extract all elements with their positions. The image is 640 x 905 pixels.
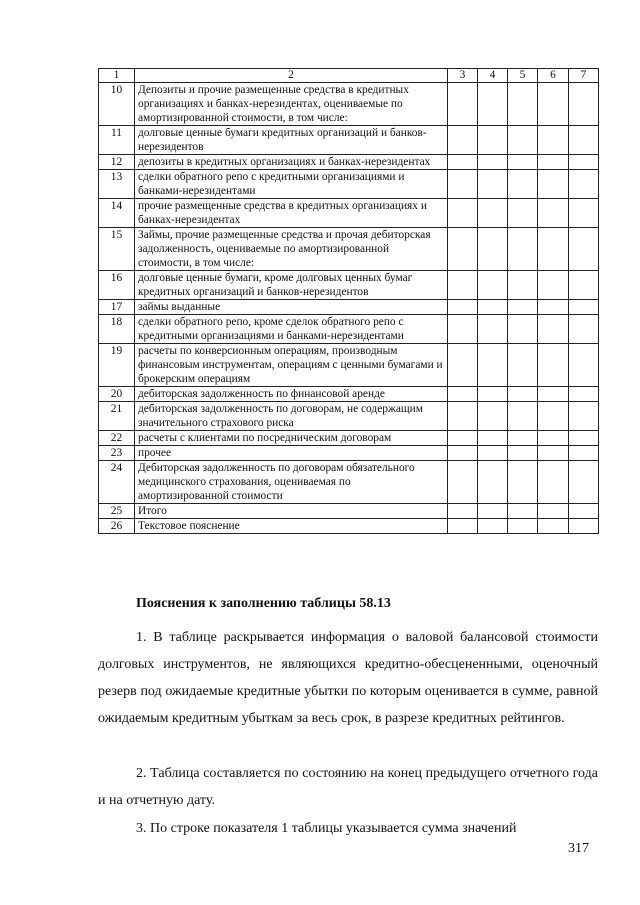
value-cell — [478, 519, 508, 534]
row-number: 12 — [99, 155, 135, 170]
value-cell — [569, 519, 599, 534]
value-cell — [538, 344, 569, 387]
value-cell — [478, 199, 508, 228]
row-number: 17 — [99, 300, 135, 315]
row-label: долговые ценные бумаги, кроме долговых ценных бумаг кредитных организаций и банков-нерезидентов — [135, 271, 448, 300]
value-cell — [508, 271, 538, 300]
value-cell — [448, 504, 478, 519]
column-header: 7 — [569, 69, 599, 83]
value-cell — [508, 431, 538, 446]
value-cell — [448, 315, 478, 344]
row-label: Дебиторская задолженность по договорам обязательного медицинского страхования, оцениваемая по амортизированной стоимости — [135, 461, 448, 504]
value-cell — [508, 228, 538, 271]
value-cell — [478, 315, 508, 344]
table-row — [99, 446, 599, 461]
value-cell — [478, 170, 508, 199]
row-label: сделки обратного репо с кредитными организациями и банками-нерезидентами — [135, 170, 448, 199]
value-cell — [569, 344, 599, 387]
table-row — [99, 519, 599, 534]
column-header: 1 — [99, 69, 135, 83]
row-label: долговые ценные бумаги кредитных организаций и банков-нерезидентов — [135, 126, 448, 155]
value-cell — [538, 402, 569, 431]
row-number: 11 — [99, 126, 135, 155]
column-header: 5 — [508, 69, 538, 83]
value-cell — [538, 504, 569, 519]
row-number: 15 — [99, 228, 135, 271]
value-cell — [538, 431, 569, 446]
value-cell — [508, 155, 538, 170]
row-number: 20 — [99, 387, 135, 402]
value-cell — [478, 83, 508, 126]
value-cell — [538, 199, 569, 228]
table-row — [99, 228, 599, 271]
value-cell — [538, 387, 569, 402]
value-cell — [569, 315, 599, 344]
column-header: 3 — [448, 69, 478, 83]
row-label: расчеты по конверсионным операциям, производным финансовым инструментам, операциям с ценными бумагами и брокерским операциям — [135, 344, 448, 387]
value-cell — [448, 300, 478, 315]
notes-paragraph-1 — [98, 624, 598, 732]
row-label: депозиты в кредитных организациях и банках-нерезидентах — [135, 155, 448, 170]
value-cell — [448, 344, 478, 387]
value-cell — [448, 170, 478, 199]
row-label: займы выданные — [135, 300, 448, 315]
row-number: 22 — [99, 431, 135, 446]
value-cell — [569, 155, 599, 170]
table-row — [99, 271, 599, 300]
row-label: прочие размещенные средства в кредитных организациях и банках-нерезидентах — [135, 199, 448, 228]
value-cell — [448, 228, 478, 271]
value-cell — [478, 387, 508, 402]
notes-title: Пояснения к заполнению таблицы 58.13 — [136, 596, 391, 611]
value-cell — [478, 461, 508, 504]
value-cell — [569, 199, 599, 228]
value-cell — [448, 199, 478, 228]
table-row — [99, 461, 599, 504]
row-number: 10 — [99, 83, 135, 126]
value-cell — [569, 300, 599, 315]
value-cell — [508, 199, 538, 228]
value-cell — [508, 315, 538, 344]
value-cell — [538, 83, 569, 126]
column-header: 2 — [135, 69, 448, 83]
value-cell — [478, 126, 508, 155]
value-cell — [538, 315, 569, 344]
table-row — [99, 126, 599, 155]
value-cell — [508, 300, 538, 315]
page-number: 317 — [568, 841, 589, 856]
value-cell — [538, 271, 569, 300]
value-cell — [569, 431, 599, 446]
row-number: 14 — [99, 199, 135, 228]
row-label: Депозиты и прочие размещенные средства в кредитных организациях и банках-нерезидентах, оцениваемые по амортизированной стоимости, в том числе: — [135, 83, 448, 126]
value-cell — [538, 155, 569, 170]
value-cell — [478, 300, 508, 315]
row-number: 26 — [99, 519, 135, 534]
value-cell — [508, 519, 538, 534]
value-cell — [569, 271, 599, 300]
notes-paragraph-text: 1. В таблице раскрывается информация о валовой балансовой стоимости долговых инструментов, не являющихся кредитно-обесцененными, оценочный резерв под ожидаемые кредитные убытки по которым оценивается в сумме, равной ожидаемым кредитным убыткам за весь срок, в разрезе кредитных рейтингов. — [98, 630, 598, 726]
row-number: 21 — [99, 402, 135, 431]
value-cell — [448, 402, 478, 431]
row-number: 19 — [99, 344, 135, 387]
table-row — [99, 344, 599, 387]
value-cell — [538, 228, 569, 271]
value-cell — [448, 446, 478, 461]
value-cell — [569, 446, 599, 461]
row-number: 13 — [99, 170, 135, 199]
value-cell — [538, 126, 569, 155]
value-cell — [569, 504, 599, 519]
notes-paragraph-3 — [98, 815, 598, 842]
table-row — [99, 402, 599, 431]
value-cell — [478, 344, 508, 387]
value-cell — [538, 461, 569, 504]
value-cell — [448, 271, 478, 300]
row-label: дебиторская задолженность по финансовой аренде — [135, 387, 448, 402]
value-cell — [508, 461, 538, 504]
value-cell — [538, 300, 569, 315]
indicators-table — [98, 68, 599, 534]
notes-paragraph-text: 3. По строке показателя 1 таблицы указывается сумма значений — [136, 821, 517, 836]
value-cell — [508, 387, 538, 402]
value-cell — [569, 402, 599, 431]
value-cell — [508, 170, 538, 199]
table-row — [99, 300, 599, 315]
column-header: 4 — [478, 69, 508, 83]
row-number: 25 — [99, 504, 135, 519]
table-row — [99, 155, 599, 170]
value-cell — [569, 83, 599, 126]
table-row — [99, 83, 599, 126]
notes-paragraph-2 — [98, 760, 598, 814]
row-label: Займы, прочие размещенные средства и прочая дебиторская задолженность, оцениваемые по амортизированной стоимости, в том числе: — [135, 228, 448, 271]
table-row — [99, 504, 599, 519]
value-cell — [448, 431, 478, 446]
row-label: дебиторская задолженность по договорам, не содержащим значительного страхового риска — [135, 402, 448, 431]
value-cell — [538, 446, 569, 461]
row-label: расчеты с клиентами по посредническим договорам — [135, 431, 448, 446]
value-cell — [448, 519, 478, 534]
value-cell — [478, 504, 508, 519]
value-cell — [508, 344, 538, 387]
notes-paragraph-text: 2. Таблица составляется по состоянию на конец предыдущего отчетного года и на отчетную дату. — [98, 766, 598, 808]
value-cell — [538, 519, 569, 534]
row-label: Текстовое пояснение — [135, 519, 448, 534]
value-cell — [569, 228, 599, 271]
value-cell — [448, 155, 478, 170]
table-row — [99, 431, 599, 446]
value-cell — [569, 170, 599, 199]
value-cell — [508, 402, 538, 431]
value-cell — [508, 504, 538, 519]
value-cell — [569, 461, 599, 504]
value-cell — [538, 170, 569, 199]
value-cell — [478, 155, 508, 170]
table-row — [99, 199, 599, 228]
value-cell — [448, 387, 478, 402]
table-row — [99, 387, 599, 402]
column-header: 6 — [538, 69, 569, 83]
row-label: Итого — [135, 504, 448, 519]
value-cell — [569, 126, 599, 155]
table-row — [99, 315, 599, 344]
row-number: 16 — [99, 271, 135, 300]
value-cell — [478, 228, 508, 271]
row-number: 24 — [99, 461, 135, 504]
table-header-row — [99, 69, 599, 83]
value-cell — [478, 431, 508, 446]
row-label: прочее — [135, 446, 448, 461]
row-number: 23 — [99, 446, 135, 461]
value-cell — [448, 461, 478, 504]
value-cell — [448, 83, 478, 126]
value-cell — [478, 271, 508, 300]
value-cell — [478, 446, 508, 461]
value-cell — [508, 446, 538, 461]
value-cell — [508, 126, 538, 155]
value-cell — [508, 83, 538, 126]
value-cell — [478, 402, 508, 431]
row-number: 18 — [99, 315, 135, 344]
table-row — [99, 170, 599, 199]
row-label: сделки обратного репо, кроме сделок обратного репо с кредитными организациями и банками-нерезидентами — [135, 315, 448, 344]
value-cell — [569, 387, 599, 402]
value-cell — [448, 126, 478, 155]
